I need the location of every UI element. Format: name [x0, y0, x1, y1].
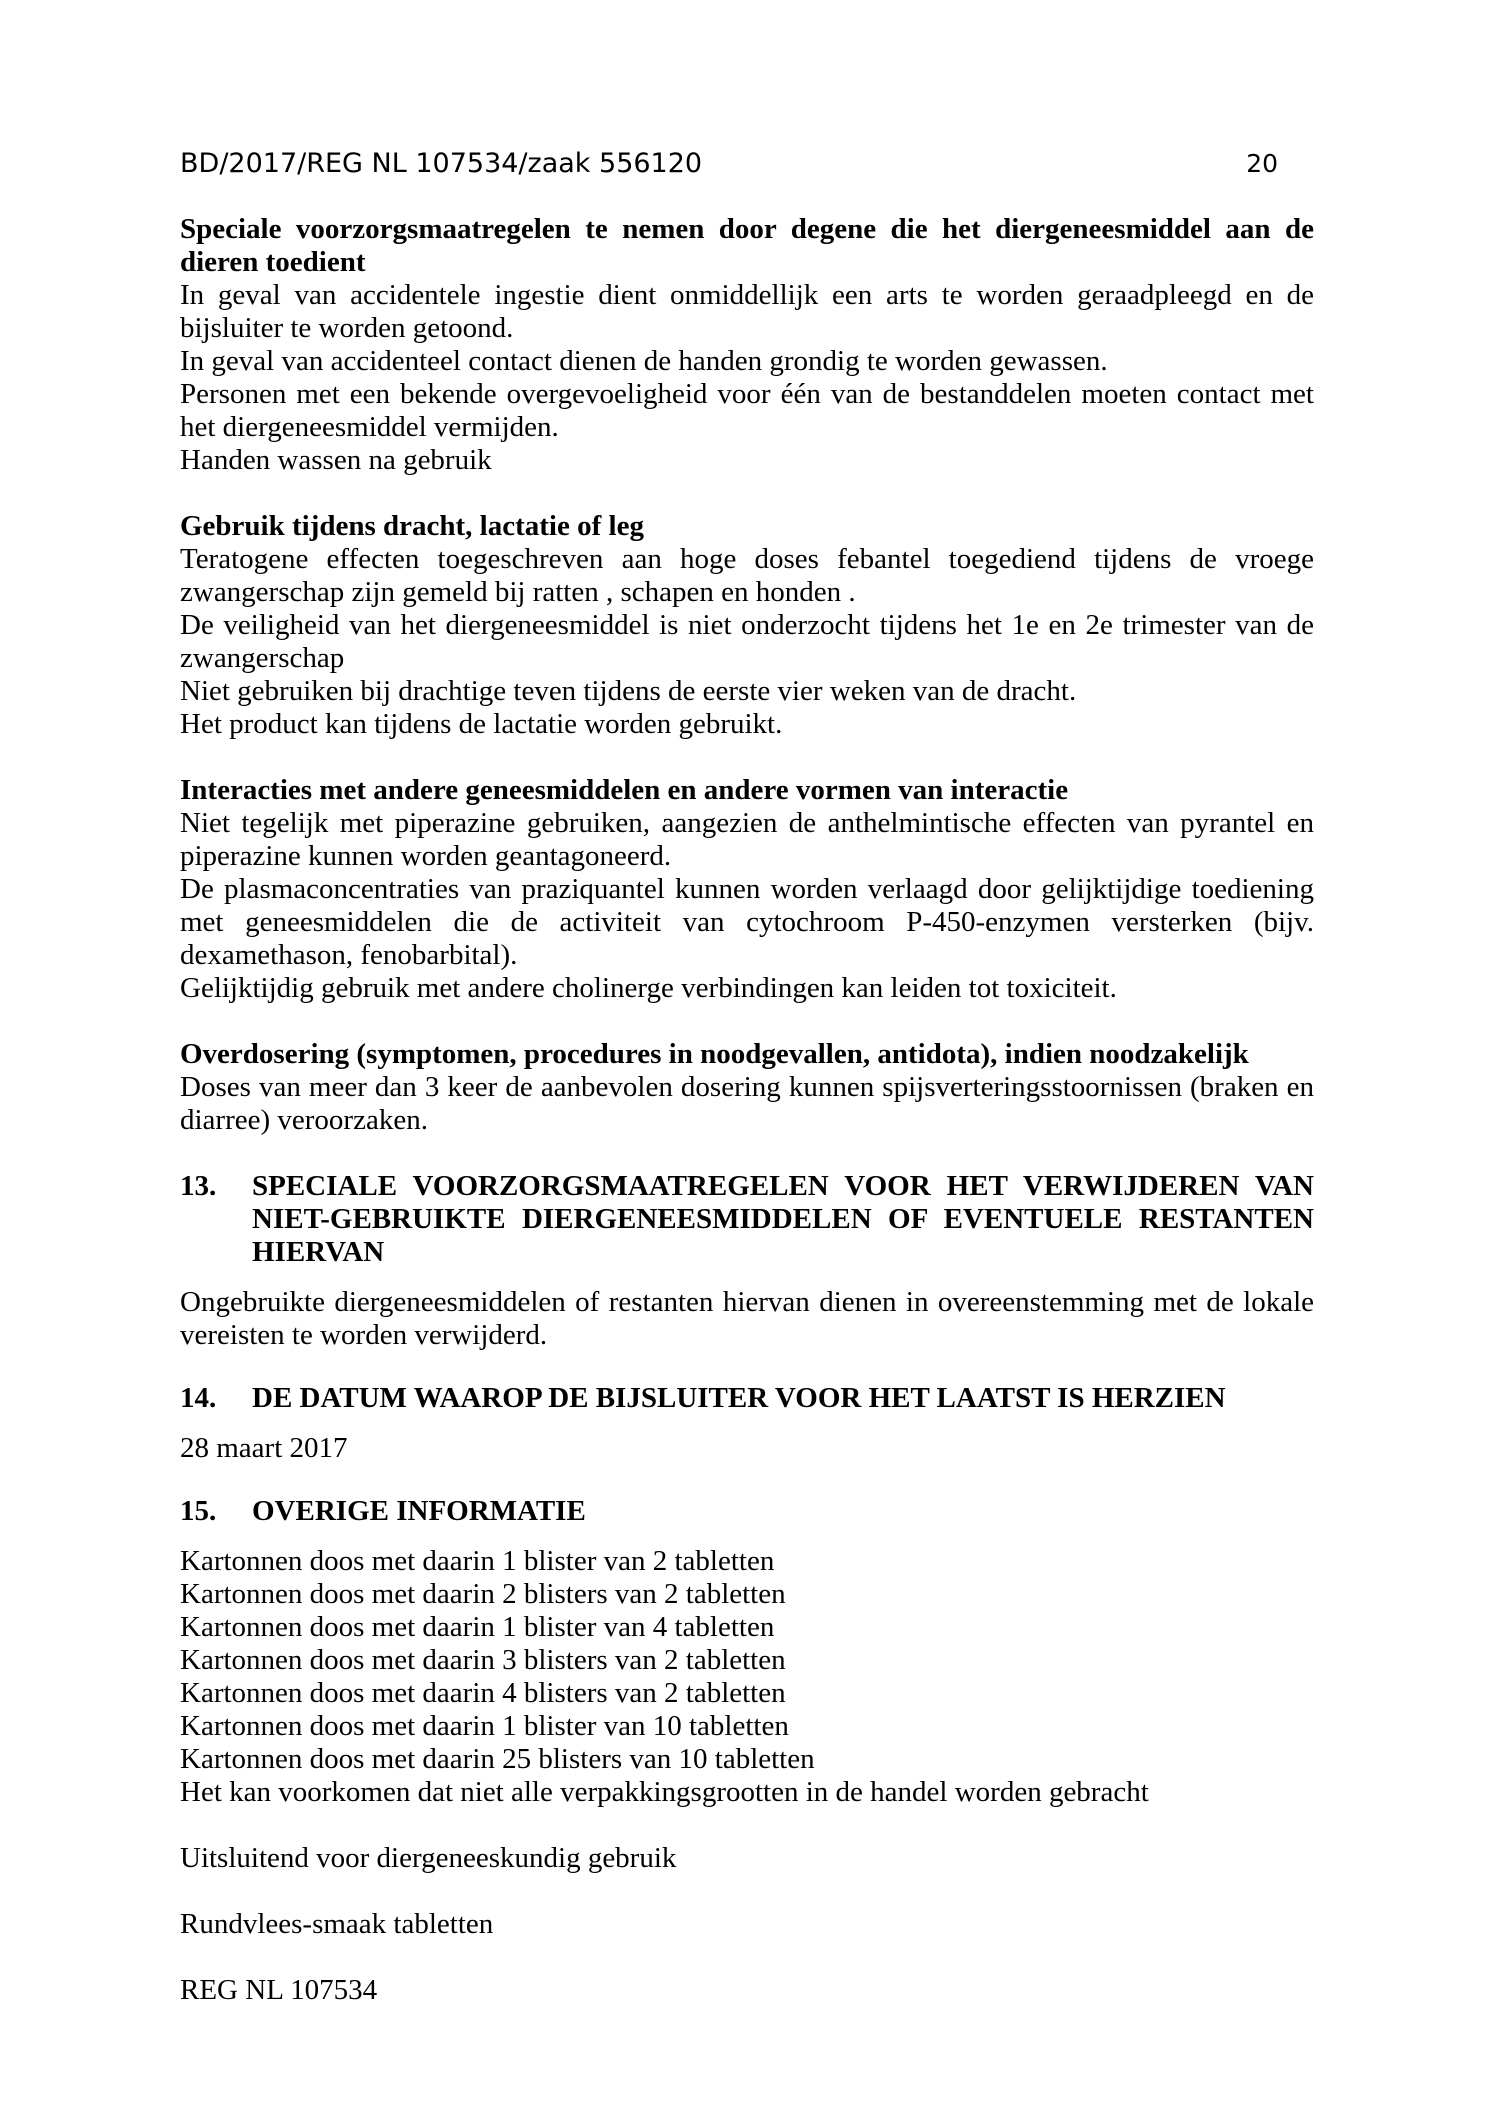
paragraph: Handen wassen na gebruik: [180, 444, 492, 476]
paragraph: Doses van meer dan 3 keer de aanbevolen dosering kunnen spijsverteringsstoornissen (braken en diarree) veroorzaken.: [180, 1071, 1314, 1136]
page-header: [180, 147, 1314, 180]
paragraph: Het product kan tijdens de lactatie worden gebruikt.: [180, 708, 783, 740]
pack-size-item: Kartonnen doos met daarin 1 blister van 10 tabletten: [180, 1710, 789, 1742]
paragraph: De plasmaconcentraties van praziquantel kunnen worden verlaagd door gelijktijdige toediening met geneesmiddelen die de activiteit van cytochroom P-450-enzymen versterken (bijv. dexamethason, fenobarbital).: [180, 873, 1314, 971]
numbered-heading: [180, 1170, 1314, 1269]
flavour-note: Rundvlees-smaak tabletten: [180, 1908, 494, 1940]
paragraph: Teratogene effecten toegeschreven aan hoge doses febantel toegediend tijdens de vroege zwangerschap zijn gemeld bij ratten , schapen en honden .: [180, 543, 1314, 608]
paragraph: In geval van accidenteel contact dienen de handen grondig te worden gewassen.: [180, 345, 1108, 377]
section-number: 15.: [180, 1495, 217, 1527]
registration-number: REG NL 107534: [180, 1974, 378, 2006]
pack-size-note: Het kan voorkomen dat niet alle verpakkingsgrootten in de handel worden gebracht: [180, 1776, 1149, 1808]
section-pregnancy-lactation: [180, 510, 1314, 741]
section-number: 13.: [180, 1170, 217, 1202]
paragraph: De veiligheid van het diergeneesmiddel is niet onderzocht tijdens het 1e en 2e trimester van de zwangerschap: [180, 609, 1314, 674]
section-user-precautions: [180, 213, 1314, 477]
pack-size-list: [180, 1545, 1314, 1809]
section-heading: DE DATUM WAAROP DE BIJSLUITER VOOR HET LAATST IS HERZIEN: [252, 1382, 1226, 1414]
pack-size-item: Kartonnen doos met daarin 4 blisters van 2 tabletten: [180, 1677, 786, 1709]
pack-size-item: Kartonnen doos met daarin 1 blister van 4 tabletten: [180, 1611, 775, 1643]
section-heading: Gebruik tijdens dracht, lactatie of leg: [180, 510, 644, 542]
section-15-other-info: [180, 1495, 1314, 2007]
veterinary-use-note: Uitsluitend voor diergeneeskundig gebruik: [180, 1842, 677, 1874]
section-interactions: [180, 774, 1314, 1005]
paragraph: Niet gebruiken bij drachtige teven tijdens de eerste vier weken van de dracht.: [180, 675, 1077, 707]
numbered-heading: [180, 1382, 1314, 1415]
numbered-heading: [180, 1495, 1314, 1528]
section-heading: OVERIGE INFORMATIE: [252, 1495, 586, 1527]
section-heading: Speciale voorzorgsmaatregelen te nemen door degene die het diergeneesmiddel aan de dieren toedient: [180, 213, 1314, 278]
page-number: 20: [1246, 149, 1278, 178]
section-heading: SPECIALE VOORZORGSMAATREGELEN VOOR HET VERWIJDEREN VAN NIET-GEBRUIKTE DIERGENEESMIDDELEN OF EVENTUELE RESTANTEN HIERVAN: [252, 1170, 1314, 1268]
section-heading: Overdosering (symptomen, procedures in noodgevallen, antidota), indien noodzakelijk: [180, 1038, 1249, 1070]
paragraph: In geval van accidentele ingestie dient onmiddellijk een arts te worden geraadpleegd en de bijsluiter te worden getoond.: [180, 279, 1314, 344]
section-14-revision-date: [180, 1382, 1314, 1465]
section-13-disposal: [180, 1170, 1314, 1352]
paragraph: Niet tegelijk met piperazine gebruiken, aangezien de anthelmintische effecten van pyrantel en piperazine kunnen worden geantagoneerd.: [180, 807, 1314, 872]
pack-size-item: Kartonnen doos met daarin 25 blisters van 10 tabletten: [180, 1743, 815, 1775]
pack-size-item: Kartonnen doos met daarin 1 blister van 2 tabletten: [180, 1545, 775, 1577]
section-overdose: [180, 1038, 1314, 1137]
pack-size-item: Kartonnen doos met daarin 3 blisters van 2 tabletten: [180, 1644, 786, 1676]
pack-size-item: Kartonnen doos met daarin 2 blisters van 2 tabletten: [180, 1578, 786, 1610]
paragraph: Ongebruikte diergeneesmiddelen of restanten hiervan dienen in overeenstemming met de lokale vereisten te worden verwijderd.: [180, 1286, 1314, 1351]
paragraph: Gelijktijdig gebruik met andere cholinerge verbindingen kan leiden tot toxiciteit.: [180, 972, 1117, 1004]
section-number: 14.: [180, 1382, 217, 1414]
doc-reference: BD/2017/REG NL 107534/zaak 556120: [180, 148, 703, 179]
paragraph: Personen met een bekende overgevoeligheid voor één van de bestanddelen moeten contact met het diergeneesmiddel vermijden.: [180, 378, 1314, 443]
section-heading: Interacties met andere geneesmiddelen en andere vormen van interactie: [180, 774, 1069, 806]
revision-date: 28 maart 2017: [180, 1432, 348, 1464]
